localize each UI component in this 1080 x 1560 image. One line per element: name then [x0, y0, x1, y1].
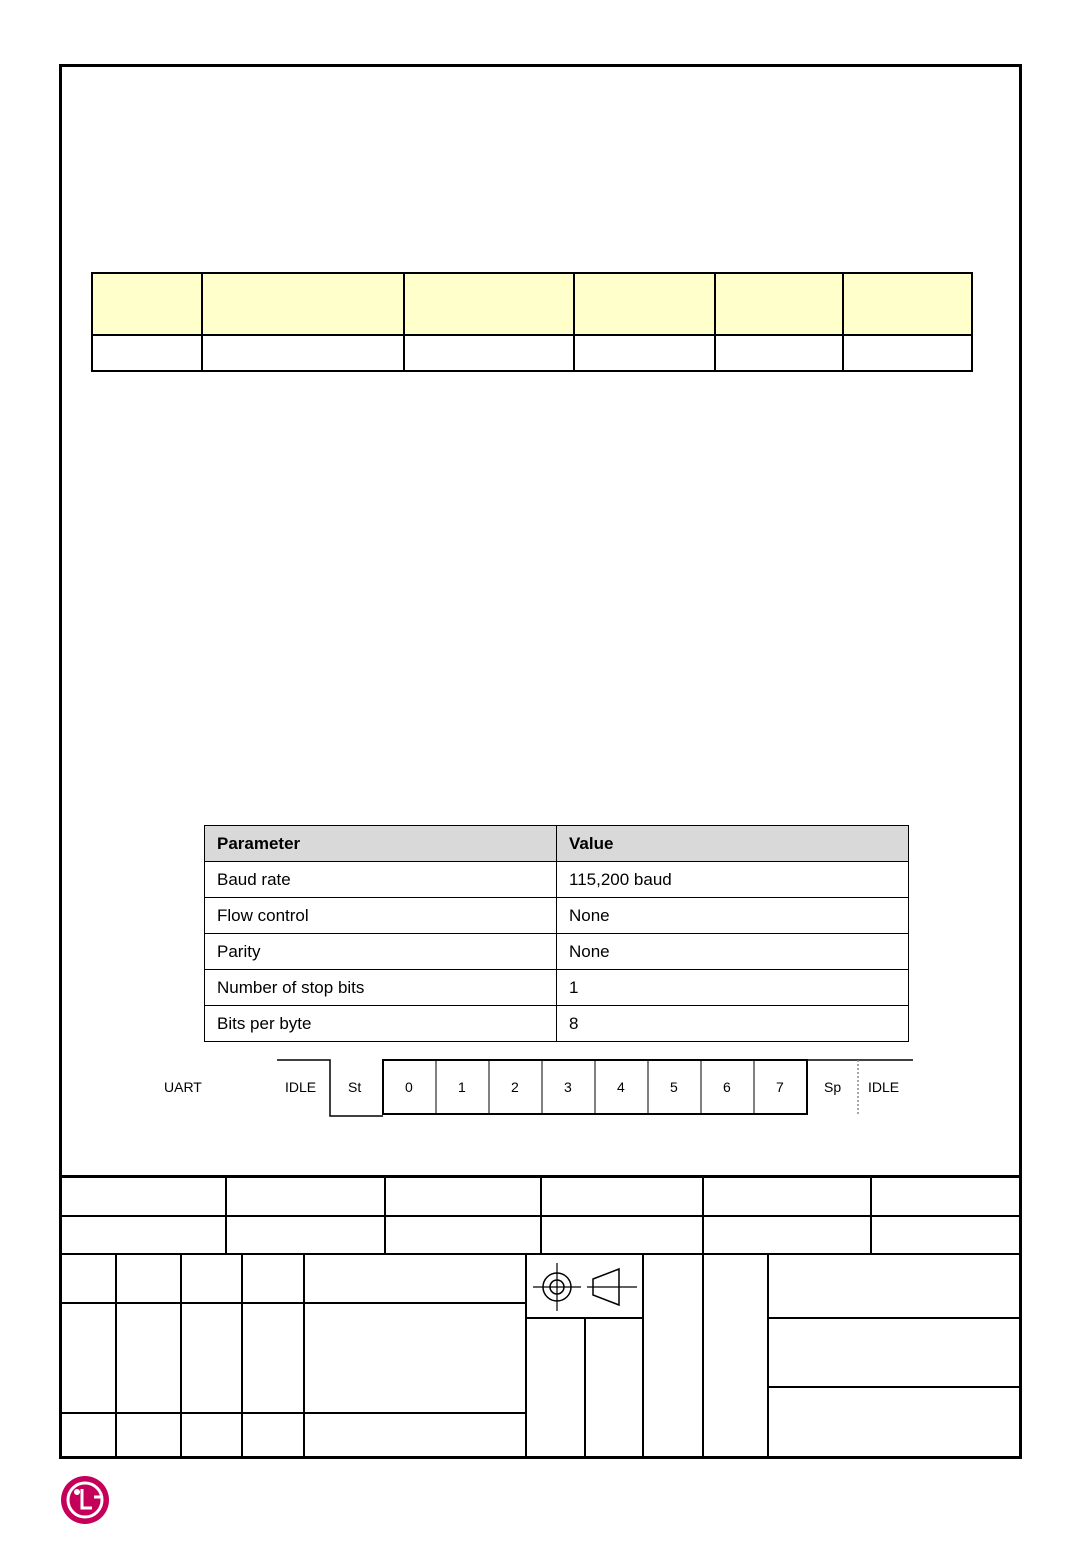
header-cell [92, 273, 202, 335]
parameter-name: Parity [205, 934, 557, 970]
parameter-name: Bits per byte [205, 1006, 557, 1042]
bit-label: 2 [511, 1079, 519, 1095]
lg-logo-icon [60, 1475, 110, 1525]
bit-label: 0 [405, 1079, 413, 1095]
header-cell [202, 273, 404, 335]
title-block [59, 1175, 1019, 1456]
header-table [91, 272, 973, 372]
table-cell [843, 335, 972, 371]
table-cell [404, 335, 574, 371]
start-bit-label: St [348, 1079, 362, 1095]
parameter-name: Number of stop bits [205, 970, 557, 1006]
table-cell [92, 335, 202, 371]
bit-label: 1 [458, 1079, 466, 1095]
projection-symbol-icon [529, 1259, 641, 1315]
table-cell [574, 335, 715, 371]
column-header-value: Value [557, 826, 909, 862]
uart-waveform [150, 1058, 920, 1128]
header-cell [574, 273, 715, 335]
table-row [205, 1006, 909, 1042]
table-cell [202, 335, 404, 371]
table-row [205, 970, 909, 1006]
parameter-value: 1 [557, 970, 909, 1006]
table-row [205, 898, 909, 934]
header-cell [715, 273, 843, 335]
idle-right-label: IDLE [868, 1079, 900, 1095]
column-header-parameter: Parameter [205, 826, 557, 862]
parameter-value: None [557, 934, 909, 970]
bit-label: 6 [723, 1079, 731, 1095]
table-cell [715, 335, 843, 371]
table-row [205, 862, 909, 898]
bit-label: 4 [617, 1079, 625, 1095]
idle-left-label: IDLE [285, 1079, 317, 1095]
parameter-value: 115,200 baud [557, 862, 909, 898]
parameter-name: Flow control [205, 898, 557, 934]
bit-label: 5 [670, 1079, 678, 1095]
uart-parameter-table [204, 825, 909, 1042]
uart-label: UART [164, 1079, 202, 1095]
table-header-row [205, 826, 909, 862]
table-row [205, 934, 909, 970]
header-cell [843, 273, 972, 335]
parameter-value: None [557, 898, 909, 934]
stop-bit-label: Sp [824, 1079, 842, 1095]
header-table-row [92, 335, 972, 371]
header-cell [404, 273, 574, 335]
bit-label: 3 [564, 1079, 572, 1095]
bit-label: 7 [776, 1079, 784, 1095]
header-table-header-row [92, 273, 972, 335]
parameter-name: Baud rate [205, 862, 557, 898]
parameter-value: 8 [557, 1006, 909, 1042]
uart-timing-diagram [150, 1058, 920, 1128]
